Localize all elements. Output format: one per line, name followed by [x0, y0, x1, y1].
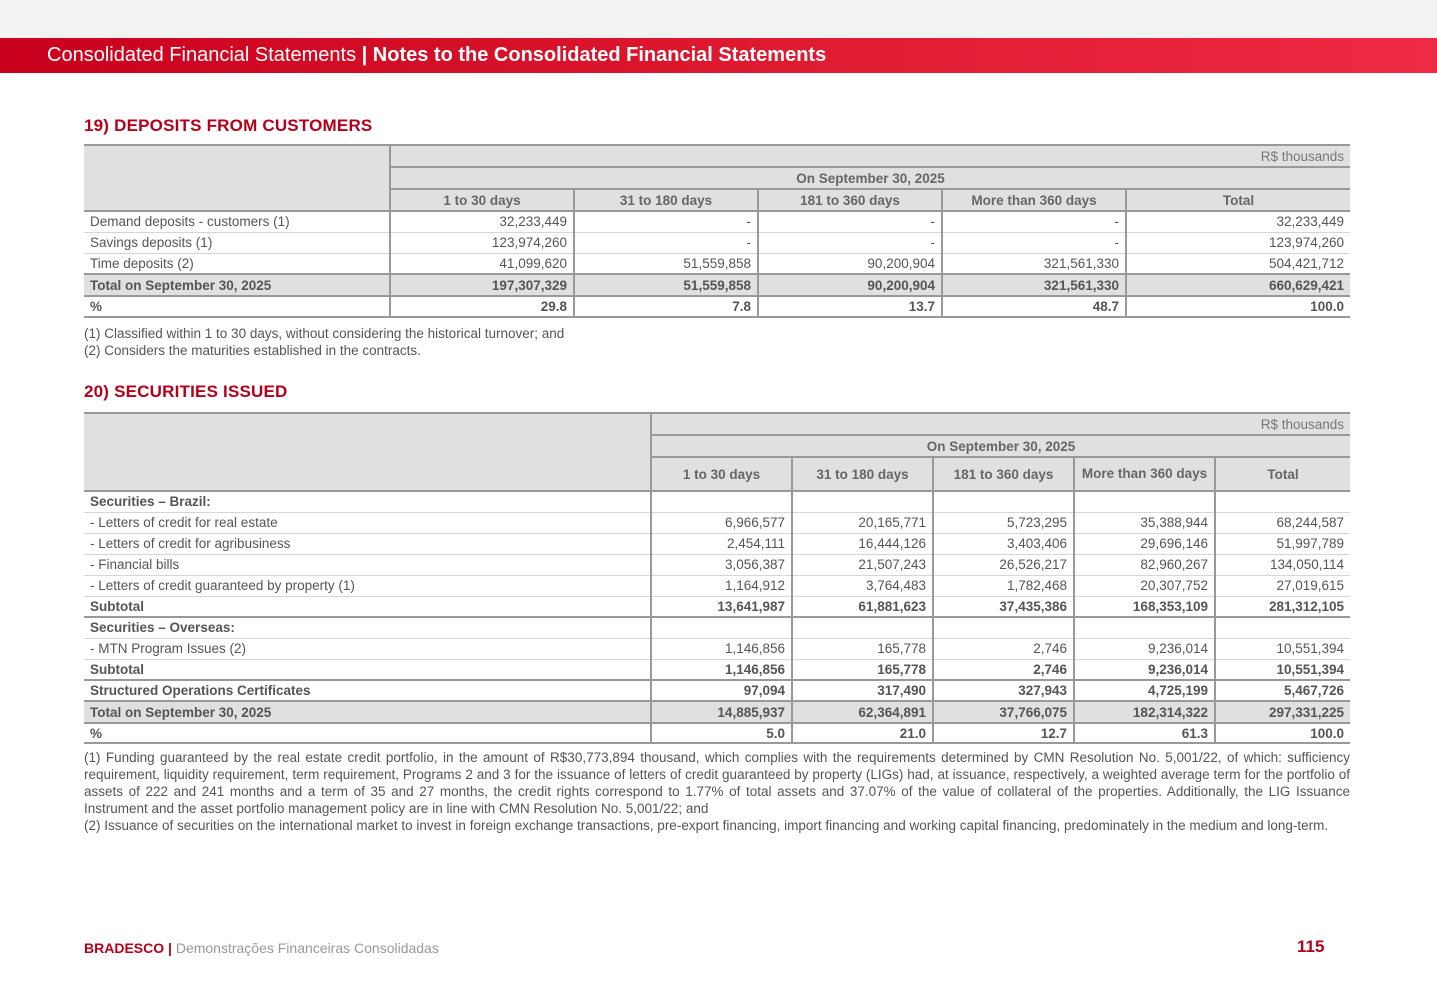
cell: 2,746 — [933, 638, 1074, 659]
column-header: 1 to 30 days — [390, 189, 574, 211]
table-row — [84, 232, 1350, 253]
securities-table — [84, 412, 1350, 744]
column-header: 1 to 30 days — [651, 457, 792, 491]
cell: 10,551,394 — [1215, 659, 1350, 680]
cell: 14,885,937 — [651, 701, 792, 723]
column-header: Total — [1215, 457, 1350, 491]
footnote: (2) Issuance of securities on the international market to invest in foreign exchange transactions, pre-export financing, import financing and working capital financing, predominately in the medium and long-term. — [84, 818, 1329, 833]
empty-cell — [933, 617, 1074, 638]
footnote: (1) Funding guaranteed by the real estate credit portfolio, in the amount of R$30,773,894 thousand, which complies with the requirements determined by CMN Resolution No. 5,001/22, of which: sufficiency requirement, liquidity requirement, term requirement, Programs 2 and 3 for the issuance of letters of credit guaranteed by property (LIGs) had, at issuance, respectively, a weighted average term for the portfolio of assets of 222 and 241 months and a term of 35 and 27 months, the credit rights correspond to 1.77% of total assets and 37.07% of the value of collateral of the properties. Additionally, the LIG Issuance Instrument and the asset portfolio management policy are in line with CMN Resolution No. 5,001/22; and — [84, 750, 1350, 816]
table-row — [84, 638, 1350, 659]
cell: 100.0 — [1126, 296, 1350, 317]
empty-cell — [1215, 491, 1350, 512]
header-separator: | — [361, 44, 368, 66]
cell: 51,559,858 — [574, 274, 758, 296]
period-label: On September 30, 2025 — [651, 435, 1350, 457]
section-20-notes — [84, 749, 1350, 834]
row-label: - Financial bills — [84, 554, 651, 575]
table-row — [84, 512, 1350, 533]
cell: 16,444,126 — [792, 533, 933, 554]
footer — [84, 940, 439, 956]
cell: 62,364,891 — [792, 701, 933, 723]
top-margin — [0, 0, 1437, 38]
empty-cell — [1215, 617, 1350, 638]
header-blank-cell — [84, 145, 390, 211]
row-label: Subtotal — [84, 659, 651, 680]
cell: 1,164,912 — [651, 575, 792, 596]
cell: 20,165,771 — [792, 512, 933, 533]
cell: 297,331,225 — [1215, 701, 1350, 723]
empty-cell — [933, 491, 1074, 512]
group-heading: Securities – Brazil: — [84, 491, 651, 512]
column-header: 31 to 180 days — [792, 457, 933, 491]
cell: 5.0 — [651, 723, 792, 743]
empty-cell — [1074, 491, 1215, 512]
column-header: 181 to 360 days — [758, 189, 942, 211]
cell: 1,146,856 — [651, 659, 792, 680]
group-heading: Securities – Overseas: — [84, 617, 651, 638]
cell: 12.7 — [933, 723, 1074, 743]
percent-row — [84, 296, 1350, 317]
cell: 29,696,146 — [1074, 533, 1215, 554]
row-label: Subtotal — [84, 596, 651, 617]
column-header: 181 to 360 days — [933, 457, 1074, 491]
cell: - — [942, 232, 1126, 253]
header-banner — [0, 38, 1437, 73]
column-header: More than 360 days — [1074, 457, 1215, 491]
row-label: - MTN Program Issues (2) — [84, 638, 651, 659]
deposits-table — [84, 144, 1350, 318]
page-number: 115 — [1297, 937, 1325, 956]
cell: 1,146,856 — [651, 638, 792, 659]
cell: 82,960,267 — [1074, 554, 1215, 575]
cell: 90,200,904 — [758, 253, 942, 274]
section-19-title: 19) DEPOSITS FROM CUSTOMERS — [84, 116, 373, 135]
cell: 61,881,623 — [792, 596, 933, 617]
cell: 123,974,260 — [390, 232, 574, 253]
cell: - — [574, 232, 758, 253]
table-row — [84, 211, 1350, 232]
column-header: Total — [1126, 189, 1350, 211]
table-row — [84, 533, 1350, 554]
unit-label: R$ thousands — [651, 413, 1350, 435]
cell: 97,094 — [651, 680, 792, 701]
column-header: More than 360 days — [942, 189, 1126, 211]
cell: 165,778 — [792, 638, 933, 659]
cell: 4,725,199 — [1074, 680, 1215, 701]
cell: 5,467,726 — [1215, 680, 1350, 701]
cell: 51,559,858 — [574, 253, 758, 274]
row-label: % — [84, 296, 390, 317]
table-header-unit-row — [84, 145, 1350, 167]
empty-cell — [651, 491, 792, 512]
table-row — [84, 253, 1350, 274]
cell: 281,312,105 — [1215, 596, 1350, 617]
total-row — [84, 701, 1350, 723]
cell: - — [942, 211, 1126, 232]
cell: 51,997,789 — [1215, 533, 1350, 554]
cell: 321,561,330 — [942, 274, 1126, 296]
cell: 3,056,387 — [651, 554, 792, 575]
section-20-title: 20) SECURITIES ISSUED — [84, 382, 288, 401]
row-label: - Letters of credit guaranteed by property (1) — [84, 575, 651, 596]
row-label: Structured Operations Certificates — [84, 680, 651, 701]
cell: 41,099,620 — [390, 253, 574, 274]
group-heading-row — [84, 617, 1350, 638]
group-heading-row — [84, 491, 1350, 512]
footnote: (1) Classified within 1 to 30 days, without considering the historical turnover; and — [84, 326, 565, 341]
footer-separator: | — [168, 940, 172, 956]
cell: 182,314,322 — [1074, 701, 1215, 723]
row-label: Total on September 30, 2025 — [84, 701, 651, 723]
cell: 1,782,468 — [933, 575, 1074, 596]
cell: 100.0 — [1215, 723, 1350, 743]
cell: 168,353,109 — [1074, 596, 1215, 617]
subtotal-row — [84, 596, 1350, 617]
cell: 9,236,014 — [1074, 638, 1215, 659]
cell: 3,403,406 — [933, 533, 1074, 554]
cell: 26,526,217 — [933, 554, 1074, 575]
cell: 20,307,752 — [1074, 575, 1215, 596]
footer-subtitle: Demonstrações Financeiras Consolidadas — [175, 940, 439, 956]
header-title — [47, 44, 826, 67]
cell: 165,778 — [792, 659, 933, 680]
header-left: Consolidated Financial Statements — [47, 44, 357, 66]
cell: 21.0 — [792, 723, 933, 743]
period-label: On September 30, 2025 — [390, 167, 1350, 189]
cell: 327,943 — [933, 680, 1074, 701]
cell: - — [758, 232, 942, 253]
cell: 29.8 — [390, 296, 574, 317]
cell: 68,244,587 — [1215, 512, 1350, 533]
empty-cell — [792, 491, 933, 512]
section-19-notes — [84, 325, 564, 359]
cell: 134,050,114 — [1215, 554, 1350, 575]
row-label: Demand deposits - customers (1) — [84, 211, 390, 232]
row-label: Total on September 30, 2025 — [84, 274, 390, 296]
cell: 317,490 — [792, 680, 933, 701]
cell: 35,388,944 — [1074, 512, 1215, 533]
structured-row — [84, 680, 1350, 701]
cell: 37,435,386 — [933, 596, 1074, 617]
cell: 48.7 — [942, 296, 1126, 317]
cell: 32,233,449 — [390, 211, 574, 232]
row-label: Savings deposits (1) — [84, 232, 390, 253]
cell: 2,454,111 — [651, 533, 792, 554]
cell: 90,200,904 — [758, 274, 942, 296]
row-label: - Letters of credit for agribusiness — [84, 533, 651, 554]
cell: 21,507,243 — [792, 554, 933, 575]
cell: 7.8 — [574, 296, 758, 317]
percent-row — [84, 723, 1350, 743]
cell: 61.3 — [1074, 723, 1215, 743]
cell: 10,551,394 — [1215, 638, 1350, 659]
total-row — [84, 274, 1350, 296]
cell: 27,019,615 — [1215, 575, 1350, 596]
empty-cell — [792, 617, 933, 638]
table-header-unit-row — [84, 413, 1350, 435]
table-row — [84, 575, 1350, 596]
cell: 13.7 — [758, 296, 942, 317]
cell: 37,766,075 — [933, 701, 1074, 723]
subtotal-row — [84, 659, 1350, 680]
cell: 660,629,421 — [1126, 274, 1350, 296]
cell: 123,974,260 — [1126, 232, 1350, 253]
cell: 504,421,712 — [1126, 253, 1350, 274]
row-label: - Letters of credit for real estate — [84, 512, 651, 533]
footer-brand: BRADESCO — [84, 940, 165, 956]
cell: 6,966,577 — [651, 512, 792, 533]
row-label: % — [84, 723, 651, 743]
cell: 13,641,987 — [651, 596, 792, 617]
empty-cell — [1074, 617, 1215, 638]
column-header: 31 to 180 days — [574, 189, 758, 211]
empty-cell — [651, 617, 792, 638]
unit-label: R$ thousands — [390, 145, 1350, 167]
cell: 321,561,330 — [942, 253, 1126, 274]
header-blank-cell — [84, 413, 651, 491]
cell: - — [574, 211, 758, 232]
cell: 9,236,014 — [1074, 659, 1215, 680]
cell: 32,233,449 — [1126, 211, 1350, 232]
footnote: (2) Considers the maturities established in the contracts. — [84, 343, 421, 358]
row-label: Time deposits (2) — [90, 255, 194, 271]
cell: 3,764,483 — [792, 575, 933, 596]
table-row — [84, 554, 1350, 575]
cell: 197,307,329 — [390, 274, 574, 296]
cell: - — [758, 211, 942, 232]
cell: 2,746 — [933, 659, 1074, 680]
header-right: Notes to the Consolidated Financial Statements — [372, 44, 827, 66]
cell: 5,723,295 — [933, 512, 1074, 533]
